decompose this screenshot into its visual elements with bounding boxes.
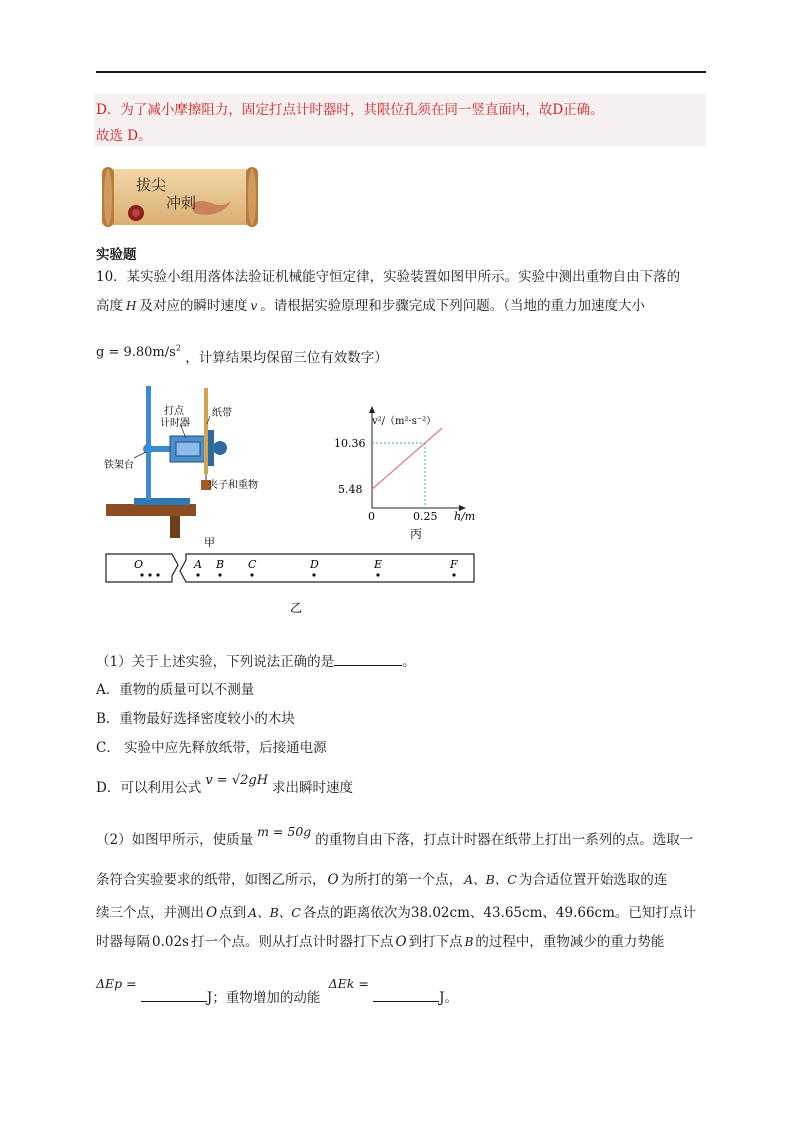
q10-line-1: 10．某实验小组用落体法验证机械能守恒定律，实验装置如图甲所示。实验中测出重物自由下落的 [96,269,681,285]
banner-scroll-image [96,163,264,231]
answer-line-1: D．为了减小摩擦阻力，固定打点计时器时，其限位孔须在同一竖直面内，故D正确。 [96,102,604,118]
caption-bing: 丙 [410,527,423,541]
banner-text-1: 拔尖 [136,176,167,194]
caption-jia: 甲 [204,536,215,549]
q2-line-5: ΔEp = J；重物增加的动能 ΔEk = J。 [96,976,459,1006]
formula-v: v = √2gH [205,773,269,788]
series-line [372,428,442,489]
tape-point-label-b: B [216,558,225,571]
header-rule [96,71,706,73]
tape-point-label-o: O [134,558,144,571]
answer-line-2: 故选 D。 [96,128,152,144]
tape-dot [312,573,315,576]
x-tick-label-1: 0.25 [413,510,438,523]
tape-point-label-c: C [248,558,257,571]
x-tick-label-0: 0 [368,510,375,523]
tape-dot [218,573,221,576]
ek-answer-blank[interactable] [373,989,439,1002]
caption-yi: 乙 [290,601,303,614]
q2-line-2: 条符合实验要求的纸带，如图乙所示， O 为所打的第一个点， A、B、C 为合适位置开始选取的连 [96,872,668,888]
q2-line-3: 续三个点，并测出 O 点到 A、B、C 各点的距离依次为38.02cm、43.65cm、49.66cm。已知打点计 [96,905,696,921]
q2-line-4: 时器每隔 0.02s 打一个点。则从打点计时器打下点 O 到打下点 B 的过程中，重物减少的重力势能 [96,934,665,950]
q1-stem: （1）关于上述实验，下列说法正确的是 。 [96,654,416,670]
tape-point-label-e: E [374,558,383,571]
paper-tape-figure [104,550,476,614]
tape-dot [140,573,143,576]
y-tick-label-2: 5.48 [338,483,363,497]
q1-option-d: D．可以利用公式 v = √2gH 求出瞬时速度 [96,773,354,796]
label-timer-2: 计时器 [160,418,190,429]
q1-option-b: B．重物最好选择密度较小的木块 [96,711,295,727]
y-tick-label-1: 10.36 [334,437,366,450]
label-stand: 铁架台 [104,460,134,471]
apparatus-figure [100,380,300,550]
tape-point-label-a: A [194,558,202,571]
ep-answer-blank[interactable] [141,989,207,1002]
q1-answer-blank[interactable] [334,653,402,666]
tape-dot [250,573,253,576]
y-axis-label: v²/（m²·s⁻²） [372,416,437,427]
x-axis-label: h/m [454,510,476,523]
banner-text-2: 冲刺 [166,194,197,212]
tape-point-label-f: F [450,558,458,571]
tape-dot [148,573,151,576]
q1-option-a: A．重物的质量可以不测量 [96,682,255,698]
q10-line-2: 高度 H 及对应的瞬时速度 v 。请根据实验原理和步骤完成下列问题。（当地的重力加速度大小 [96,298,645,314]
q1-option-c: C． 实验中应先释放纸带，后接通电源 [96,740,327,756]
tape-point-label-d: D [310,558,319,571]
tape-dot [452,573,455,576]
tape-dot [156,573,159,576]
v2-h-chart [330,404,490,552]
mass-value: m = 50g [257,824,312,839]
tape-dot [196,573,199,576]
label-tape: 纸带 [212,408,232,419]
g-value: g = 9.80m/s [96,345,176,360]
tape-dot [376,573,379,576]
label-timer-1: 打点 [164,406,184,417]
section-title: 实验题 [96,247,137,263]
delta-ek: ΔEk = [328,976,369,991]
q10-line-3: $g = 9.80m/s^2$ ，计算结果均保留三位有效数字） [96,343,388,366]
delta-ep: ΔEp = [96,976,137,991]
q2-line-1: （2）如图甲所示，使质量m = 50g的重物自由下落，打点计时器在纸带上打出一系列的点。选取一 [96,824,694,848]
label-weight: 夹子和重物 [208,480,258,491]
